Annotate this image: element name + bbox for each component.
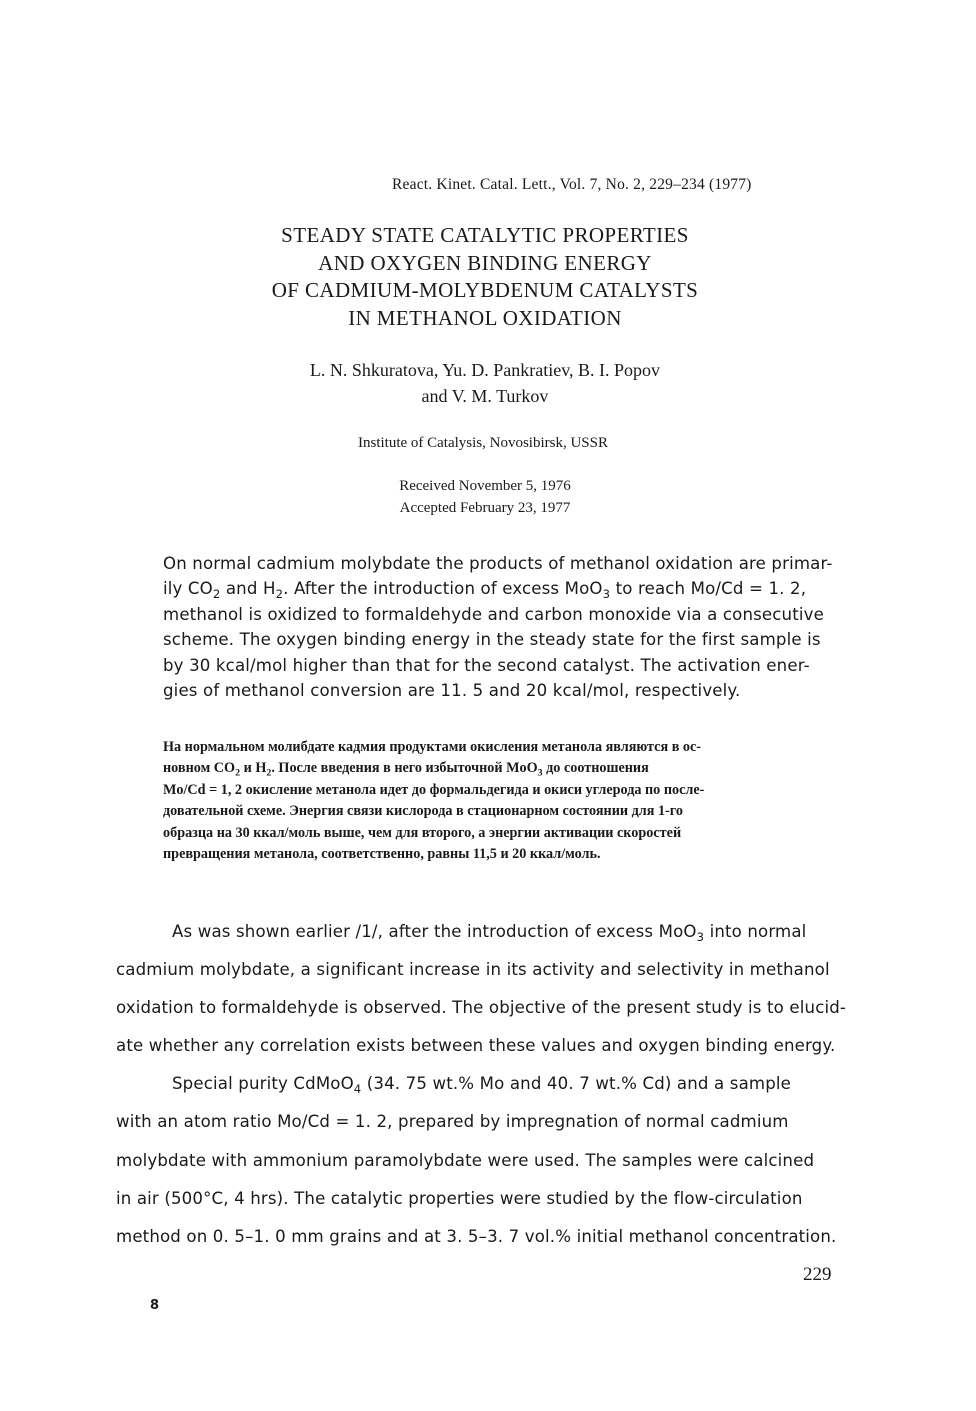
body-line: oxidation to formaldehyde is observed. The objective of the present study is to elucid- — [116, 998, 847, 1018]
institution: Institute of Catalysis, Novosibirsk, USSR — [357, 435, 608, 451]
abstract-russian — [163, 737, 863, 865]
body-line: ate whether any correlation exists between these values and oxygen binding energy. — [116, 1036, 836, 1056]
submission-dates — [200, 476, 770, 519]
abstract-line: gies of methanol conversion are 11. 5 and 20 kcal/mol, respectively. — [163, 681, 741, 701]
authors-line: and V. M. Turkov — [421, 386, 549, 406]
abstract-line: На нормальном молибдате кадмия продуктами окисления метанола являются в ос- — [163, 739, 702, 755]
body-line: molybdate with ammonium paramolybdate were used. The samples were calcined — [116, 1150, 815, 1170]
received-date: Received November 5, 1976 — [399, 478, 571, 494]
abstract-line: methanol is oxidized to formaldehyde and carbon monoxide via a consecutive — [163, 604, 824, 624]
abstract-line: ily $CO_2$ and $H_2$. After the introduction of excess MoO$_3$ to reach Mo/Cd = 1. 2, — [163, 579, 807, 602]
title-line: OF CADMIUM-MOLYBDENUM CATALYSTS — [271, 278, 699, 302]
title-line: IN METHANOL OXIDATION — [348, 305, 622, 330]
abstract-line: scheme. The oxygen binding energy in the steady state for the first sample is — [163, 630, 821, 650]
body-line: cadmium molybdate, a significant increase in its activity and selectivity in methanol — [116, 960, 830, 980]
abstract-line: превращения метанола, соответственно, равны 11,5 и 20 ккал/моль. — [163, 846, 601, 863]
body-line: As was shown earlier /1/, after the introduction of excess MoO$_3$ into normal — [172, 922, 807, 945]
page-number: 229 — [803, 1264, 832, 1285]
abstract-line: довательной схеме. Энергия связи кислорода в стационарном состоянии для 1-го — [163, 803, 683, 820]
abstract-line: by 30 kcal/mol higher than that for the second catalyst. The activation ener- — [163, 655, 810, 675]
title-line: AND OXYGEN BINDING ENERGY — [318, 250, 652, 275]
article-title — [200, 222, 770, 332]
abstract-line: Mo/Cd = 1, 2 окисление метанола идет до формальдегида и окиси углерода по после- — [163, 781, 705, 798]
abstract-english — [163, 551, 863, 703]
body-line: method on 0. 5–1. 0 mm grains and at 3. 5–3. 7 vol.% initial methanol concentration. — [116, 1226, 837, 1246]
abstract-line: новном $CO_2$ и $H_2$. После введения в него избыточной MoO$_3$ до соотношения — [163, 760, 649, 779]
abstract-line: образца на 30 ккал/моль выше, чем для второго, а энергии активации скоростей — [163, 824, 682, 841]
sheet-mark: 8 — [150, 1298, 160, 1313]
body-line: Special purity CdMoO$_4$ (34. 75 wt.% Mo and 40. 7 wt.% Cd) and a sample — [172, 1074, 792, 1097]
journal-reference: React. Kinet. Catal. Lett., Vol. 7, No. 2, 229–234 (1977) — [392, 176, 752, 193]
body-line: in air (500°C, 4 hrs). The catalytic properties were studied by the flow-circulation — [116, 1188, 803, 1208]
body-text — [116, 913, 876, 1256]
authors-line: L. N. Shkuratova, Yu. D. Pankratiev, B. I. Popov — [309, 360, 661, 380]
title-line: STEADY STATE CATALYTIC PROPERTIES — [281, 223, 689, 247]
author-list — [200, 357, 770, 409]
body-line: with an atom ratio Mo/Cd = 1. 2, prepared by impregnation of normal cadmium — [116, 1112, 789, 1132]
accepted-date: Accepted February 23, 1977 — [399, 499, 571, 516]
abstract-line: On normal cadmium molybdate the products of methanol oxidation are primar- — [163, 554, 833, 573]
